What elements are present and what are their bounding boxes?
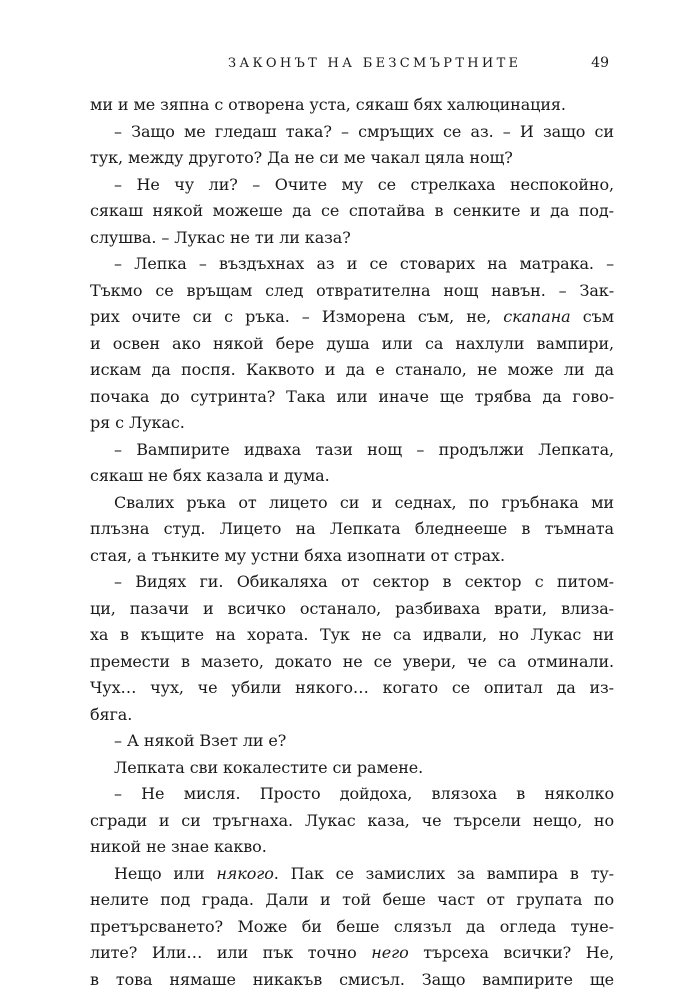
text-line: – Лепка – въздъхнах аз и се стоварих на матрака. –	[114, 254, 614, 273]
text-line: и освен ако някой бере душа или са нахлули вампири,	[90, 333, 614, 353]
text-line: лите? Или… или пък точно него търсеха всички? Не,	[90, 943, 614, 962]
emphasis: някого	[216, 863, 274, 883]
text-line: ми и ме зяпна с отворена уста, сякаш бях халюцинация.	[90, 95, 566, 114]
text-line: бяга.	[90, 704, 133, 724]
text-line: слушва. – Лукас не ти ли каза?	[90, 227, 351, 247]
emphasis: него	[371, 943, 409, 962]
text-line: тук, между другото? Да не си ме чакал цяла нощ?	[90, 148, 513, 167]
text-line: сгради и си тръгнаха. Лукас каза, че търсели нещо, но	[90, 810, 614, 830]
text-line: ря с Лукас.	[90, 413, 185, 432]
text-line: Нещо или някого. Пак се замислих за вампира в ту-	[114, 863, 614, 883]
emphasis: скапана	[503, 307, 571, 326]
text-line: нелите под града. Дали и той беше част от групата по	[90, 890, 614, 909]
text-line: никой не знае какво.	[90, 837, 267, 856]
text-line: – Вампирите идваха тази нощ – продължи Лепката,	[114, 439, 614, 459]
text-line: премести в мазето, докато не се увери, че са отминали.	[90, 651, 614, 671]
text-line: ха в къщите на хората. Тук не са идвали, но Лукас ни	[90, 625, 614, 644]
text-line: – А някой Взет ли е?	[114, 731, 287, 750]
text-line: сякаш не бях казала и дума.	[90, 466, 330, 485]
text-line: в това нямаше никакъв смисъл. Защо вампирите ще	[90, 969, 614, 989]
page-number: 49	[591, 55, 609, 71]
text-line: рих очите си с ръка. – Изморена съм, не, скапана съм	[90, 307, 614, 326]
text-line: сякаш някой можеше да се спотайва в сенките и да под-	[90, 201, 614, 220]
text-line: – Защо ме гледаш така? – смръщих се аз. – И защо си	[114, 121, 614, 141]
text-line: – Не чу ли? – Очите му се стрелкаха неспокойно,	[114, 174, 614, 194]
text-line: почака до сутринта? Така или иначе ще трябва да гово-	[90, 386, 614, 406]
text-line: Тъкмо се връщам след отвратителна нощ навън. – Зак-	[90, 280, 614, 300]
text-line: искам да поспя. Каквото и да е станало, не може ли да	[90, 360, 614, 379]
text-line: претърсването? Може би беше слязъл да огледа туне-	[90, 916, 614, 936]
text-line: Лепката сви кокалестите си рамене.	[114, 757, 424, 777]
text-line: Свалих ръка от лицето си и седнах, по гръбнака ми	[114, 492, 614, 512]
body-text	[90, 92, 614, 993]
text-line: – Видях ги. Обикаляха от сектор в сектор с питом-	[114, 572, 614, 591]
running-title: ЗАКОНЪТ НА БЕЗСМЪРТНИТЕ	[228, 56, 522, 71]
text-line: ци, пазачи и всичко останало, разбиваха врати, влиза-	[90, 598, 614, 618]
text-line: – Не мисля. Просто дойдоха, влязоха в няколко	[114, 784, 614, 803]
text-line: стая, а тънките му устни бяха изопнати от страх.	[90, 545, 505, 565]
text-line: плъзна студ. Лицето на Лепката бледнееше в тъмната	[90, 519, 614, 538]
text-line: Чух… чух, че убили някого… когато се опитал да из-	[90, 678, 614, 697]
